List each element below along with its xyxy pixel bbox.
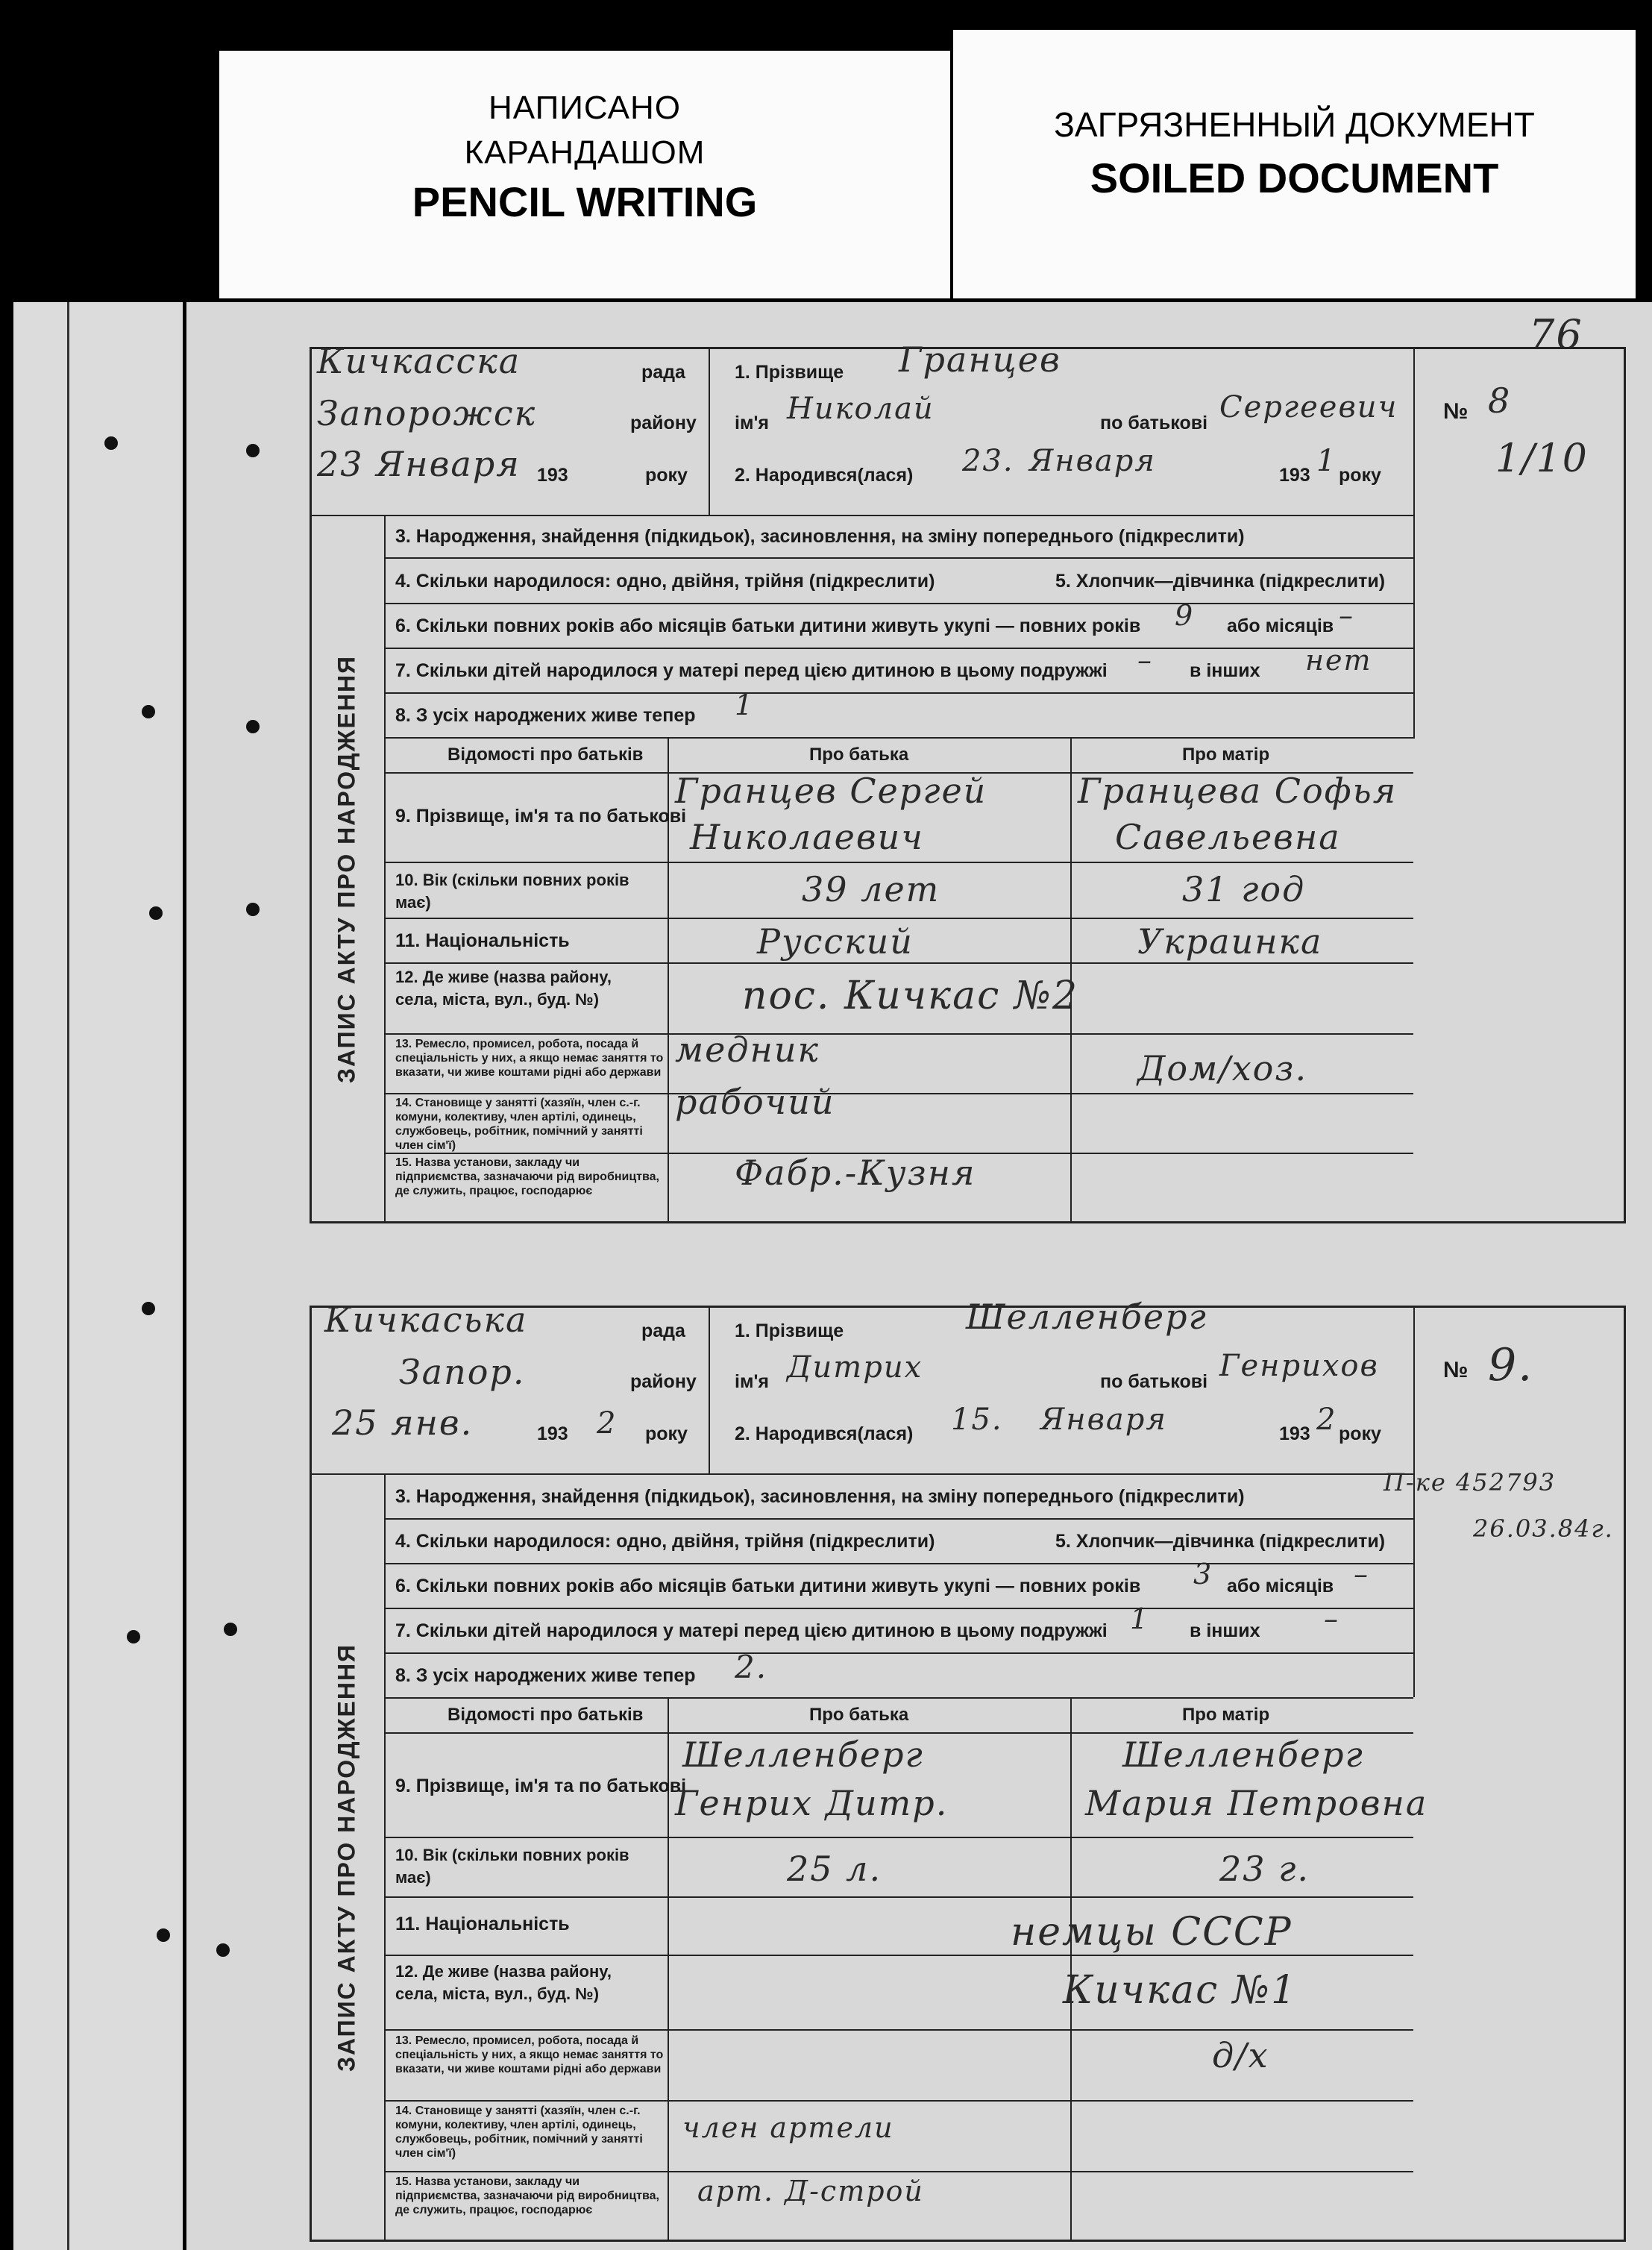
strip-rule-vertical — [67, 302, 69, 2250]
r11-label: 11. Національність — [395, 930, 570, 951]
q6b-label: або місяців — [1227, 615, 1334, 636]
raion-value: Запорожск — [317, 393, 537, 433]
q5-label: 5. Хлопчик—дівчинка (підкреслити) — [1055, 571, 1386, 592]
document-page — [186, 302, 1652, 2250]
q7b-label: в інших — [1190, 1620, 1260, 1641]
father-job: медник — [675, 1030, 820, 1070]
q8-label: 8. З усіх народжених живе тепер — [395, 705, 696, 726]
th-info: Відомості про батьків — [447, 1705, 644, 1725]
divider — [384, 692, 1413, 694]
patronymic-label: по батькові — [1100, 1371, 1208, 1392]
father-name-line1: Гранцев Сергей — [675, 771, 987, 811]
mother-name-line2: Мария Петровна — [1085, 1783, 1428, 1823]
divider — [384, 1518, 1413, 1520]
q8-value: 1 — [735, 689, 755, 721]
address: Кичкас №1 — [1063, 1968, 1298, 2013]
q7b-label: в інших — [1190, 660, 1260, 681]
divider — [384, 1652, 1413, 1654]
date-value: 23 Января — [317, 444, 521, 484]
raion-label: району — [630, 413, 697, 433]
divider — [310, 515, 1413, 516]
father-org: Фабр.-Кузня — [735, 1153, 976, 1193]
father-name-line2: Генрих Дитр. — [675, 1783, 949, 1823]
divider — [709, 347, 710, 515]
q7-other-value: нет — [1305, 644, 1372, 677]
mother-age: 23 г. — [1219, 1849, 1310, 1889]
th-father: Про батька — [809, 1705, 909, 1725]
patronymic-label: по батькові — [1100, 413, 1208, 433]
father-status: член артели — [682, 2111, 894, 2144]
r15-label: 15. Назва установи, закладу чи підприємства, зазначаючи рід виробництва, де служить, працює, господарює — [395, 2175, 659, 2216]
rada-label: рада — [641, 1320, 685, 1341]
birth-record-1 — [310, 339, 1626, 1223]
punch-hole — [224, 1623, 237, 1636]
born-day-value: 15. — [951, 1403, 1003, 1437]
born-day-value: 23. — [962, 444, 1014, 478]
born-roku-label: року — [1339, 465, 1381, 486]
q6-label: 6. Скільки повних років або місяців батьки дитини живуть укупі — повних років — [395, 615, 1141, 636]
q4-label: 4. Скільки народилося: одно, двійня, трійня (підкреслити) — [395, 571, 935, 592]
punch-hole — [246, 444, 260, 457]
punch-hole — [104, 436, 118, 450]
divider — [1070, 1153, 1413, 1154]
punch-hole — [127, 1630, 140, 1643]
r13-label: 13. Ремесло, промисел, робота, посада й спеціальність у них, а якщо немає заняття то вказати, чи живе коштами рідні або держави — [395, 1038, 664, 1079]
divider — [384, 1608, 1413, 1609]
q6b-label: або місяців — [1227, 1576, 1334, 1596]
year-prefix: 193 — [537, 1423, 568, 1444]
divider — [384, 1732, 1413, 1734]
mother-name-line1: Шелленберг — [1122, 1734, 1364, 1775]
divider — [709, 1306, 710, 1473]
divider — [384, 862, 1413, 863]
q6-months-value: – — [1339, 599, 1354, 632]
roku-label: року — [645, 465, 688, 486]
r10-label: 10. Вік (скільки повних років має) — [395, 1846, 629, 1887]
r12-label: 12. Де живе (назва району, села, міста, вул., буд. №) — [395, 1962, 612, 2003]
divider — [384, 918, 1413, 919]
patronymic-value: Генрихов — [1219, 1349, 1379, 1383]
year-value: 2 — [597, 1406, 618, 1441]
punch-hole — [142, 705, 155, 718]
born-label: 2. Народився(лася) — [735, 1423, 914, 1444]
name-value: Николай — [787, 392, 935, 426]
mother-nationality: Украинка — [1137, 921, 1323, 962]
q7-here-value: – — [1137, 644, 1153, 677]
r9-label: 9. Прізвище, ім'я та по батькові — [395, 1776, 687, 1796]
patronymic-value: Сергеевич — [1219, 390, 1398, 424]
q6-label: 6. Скільки повних років або місяців батьки дитини живуть укупі — повних років — [395, 1576, 1141, 1596]
father-name-line2: Николаевич — [690, 817, 924, 857]
divider — [384, 1837, 1413, 1838]
number-label: № — [1443, 399, 1469, 424]
punch-hole — [246, 720, 260, 733]
rada-label: рада — [641, 362, 685, 383]
roku-label: року — [645, 1423, 688, 1444]
q6-years-value: 9 — [1175, 599, 1195, 632]
r13-label: 13. Ремесло, промисел, робота, посада й спеціальність у них, а якщо немає заняття то вказати, чи живе коштами рідні або держави — [395, 2034, 664, 2075]
birth-record-2 — [310, 1297, 1626, 2242]
born-year-value: 1 — [1316, 444, 1337, 478]
r11-label: 11. Національність — [395, 1914, 570, 1934]
r15-label: 15. Назва установи, закладу чи підприємства, зазначаючи рід виробництва, де служить, працює, господарює — [395, 1156, 659, 1197]
born-year-value: 2 — [1316, 1403, 1337, 1437]
father-nationality: немцы СССР — [1011, 1910, 1293, 1955]
divider — [384, 1473, 386, 2242]
punch-hole — [216, 1943, 230, 1957]
father-status: рабочий — [675, 1082, 835, 1122]
born-month-value: Января — [1029, 444, 1156, 478]
mother-job: Дом/хоз. — [1137, 1048, 1308, 1088]
mother-name-line1: Гранцева Софья — [1078, 771, 1398, 811]
father-org: арт. Д-строй — [697, 2175, 924, 2207]
divider — [384, 2171, 1413, 2172]
year-prefix: 193 — [537, 465, 568, 486]
surname-label: 1. Прізвище — [735, 1320, 844, 1341]
divider — [384, 1093, 1413, 1094]
rada-value: Кичкаська — [324, 1300, 528, 1340]
number-value: 9. — [1488, 1339, 1534, 1391]
divider — [384, 648, 1413, 649]
mother-age: 31 год — [1182, 869, 1306, 909]
father-age: 39 лет — [802, 869, 940, 909]
q7-label: 7. Скільки дітей народилося у матері перед цією дитиною в цьому подружжі — [395, 1620, 1108, 1641]
q3-extra-value: П-ке 452793 — [1384, 1468, 1557, 1497]
record-side-title: ЗАПИС АКТУ ПРО НАРОДЖЕННЯ — [333, 654, 360, 1084]
rada-value: Кичкасска — [317, 341, 521, 381]
divider — [384, 515, 386, 1223]
q6-years-value: 3 — [1193, 1558, 1213, 1591]
r14-label: 14. Становище у занятті (хазяїн, член с.-г. комуни, колективу, член артілі, одинець, службовець, робітник, помічний у занятті член сім'ї) — [395, 1097, 643, 1152]
name-label: ім'я — [735, 413, 769, 433]
surname-value: Гранцев — [899, 339, 1061, 380]
q3-label: 3. Народження, знайдення (підкидьок), засиновлення, на зміну попереднього (підкреслити) — [395, 526, 1245, 547]
born-month-value: Января — [1040, 1403, 1167, 1437]
q3-note-value: 26.03.84г. — [1473, 1514, 1614, 1543]
q6-months-value: – — [1354, 1558, 1369, 1591]
divider — [384, 2100, 1413, 2102]
mother-name-line2: Савельевна — [1115, 817, 1341, 857]
th-info: Відомості про батьків — [447, 745, 644, 765]
born-year-prefix: 193 — [1279, 1423, 1310, 1444]
q5-label: 5. Хлопчик—дівчинка (підкреслити) — [1055, 1531, 1386, 1552]
q3-label: 3. Народження, знайдення (підкидьок), засиновлення, на зміну попереднього (підкреслити) — [395, 1486, 1245, 1507]
q7-label: 7. Скільки дітей народилося у матері перед цією дитиною в цьому подружжі — [395, 660, 1108, 681]
q7-other-value: – — [1324, 1602, 1339, 1635]
r12-label: 12. Де живе (назва району, села, міста, вул., буд. №) — [395, 968, 612, 1009]
name-label: ім'я — [735, 1371, 769, 1392]
divider — [310, 1473, 1413, 1475]
r9-label: 9. Прізвище, ім'я та по батькові — [395, 806, 687, 827]
pencil-label-line3: PENCIL WRITING — [412, 178, 758, 225]
th-mother: Про матір — [1182, 745, 1270, 765]
r10-label: 10. Вік (скільки повних років має) — [395, 871, 629, 912]
divider — [1413, 515, 1415, 739]
q7-here-value: 1 — [1130, 1602, 1150, 1635]
divider — [384, 1033, 1413, 1035]
mother-job: д/х — [1212, 2035, 1269, 2075]
adjacent-page-strip — [0, 302, 183, 2250]
punch-hole — [157, 1928, 170, 1942]
divider — [384, 603, 1413, 604]
divider — [384, 1955, 1413, 1956]
divider — [384, 737, 1413, 739]
number-value: 8 — [1488, 380, 1512, 421]
soiled-label-line2: SOILED DOCUMENT — [1090, 154, 1499, 201]
pencil-label-line1: НАПИСАНО — [488, 90, 682, 126]
surname-label: 1. Прізвище — [735, 362, 844, 383]
number-label: № — [1443, 1358, 1469, 1382]
th-mother: Про матір — [1182, 1705, 1270, 1725]
number-secondary: 1/10 — [1495, 436, 1589, 481]
q8-label: 8. З усіх народжених живе тепер — [395, 1665, 696, 1686]
record-side-title: ЗАПИС АКТУ ПРО НАРОДЖЕННЯ — [333, 1643, 360, 2072]
pencil-label-line2: КАРАНДАШОМ — [464, 134, 706, 171]
r14-label: 14. Становище у занятті (хазяїн, член с.-г. комуни, колективу, член артілі, одинець, службовець, робітник, помічний у занятті член сім'ї) — [395, 2105, 643, 2160]
soiled-document-label — [953, 30, 1636, 298]
divider — [384, 557, 1413, 559]
divider — [1413, 1306, 1415, 1473]
soiled-label-line1: ЗАГРЯЗНЕННЫЙ ДОКУМЕНТ — [1054, 105, 1535, 144]
raion-label: району — [630, 1371, 697, 1392]
pencil-writing-label — [219, 51, 950, 298]
address: пос. Кичкас №2 — [742, 974, 1079, 1018]
born-roku-label: року — [1339, 1423, 1381, 1444]
q8-value: 2. — [735, 1649, 768, 1685]
name-value: Дитрих — [787, 1350, 923, 1385]
born-year-prefix: 193 — [1279, 465, 1310, 486]
date-value: 25 янв. — [332, 1403, 474, 1443]
page-number: 76 — [1529, 311, 1583, 358]
divider — [384, 962, 1413, 964]
surname-value: Шелленберг — [966, 1297, 1207, 1337]
born-label: 2. Народився(лася) — [735, 465, 914, 486]
punch-hole — [246, 903, 260, 916]
father-age: 25 л. — [787, 1849, 882, 1889]
divider — [1413, 347, 1415, 515]
divider — [1413, 1473, 1415, 1697]
divider — [384, 2029, 1413, 2031]
father-nationality: Русский — [757, 921, 914, 962]
raion-value: Запор. — [399, 1352, 526, 1392]
divider — [384, 1896, 1413, 1898]
divider — [384, 1563, 1413, 1564]
father-name-line1: Шелленберг — [682, 1734, 924, 1775]
divider — [384, 1697, 1413, 1699]
punch-hole — [142, 1302, 155, 1315]
q4-label: 4. Скільки народилося: одно, двійня, трійня (підкреслити) — [395, 1531, 935, 1552]
th-father: Про батька — [809, 745, 909, 765]
punch-hole — [149, 906, 163, 920]
